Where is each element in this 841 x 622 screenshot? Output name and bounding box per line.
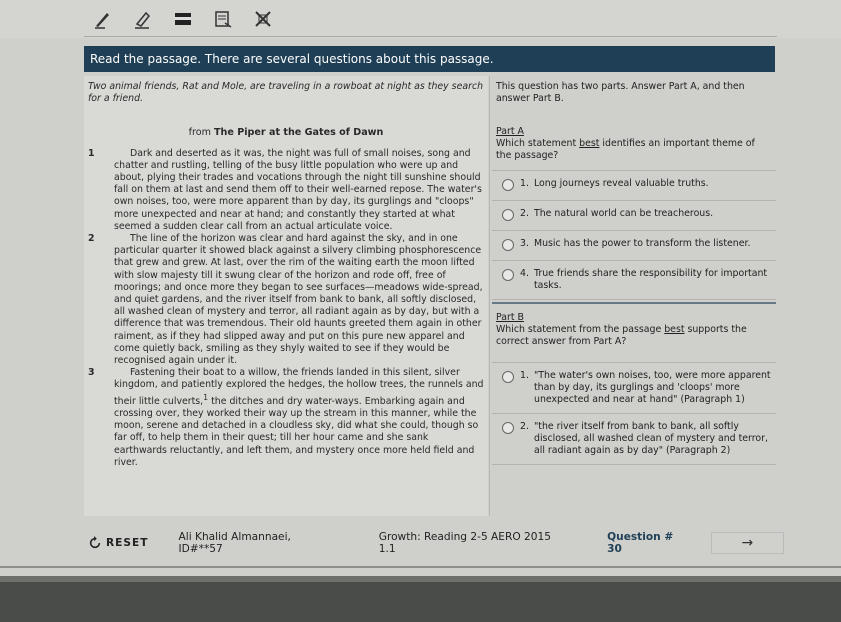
paragraph-text: The line of the horizon was clear and hard against the sky, and in one particular quarter it showed black against a silvery climbing phosphorescence that grew and grew. At last, over the rim of the waiting earth the moon lifted with slow majesty till it swung clear of the horizon and rode off, free of moorings; and once more they began to see surfaces—meadows wide-spread, and quiet gardens, and the river itself from bank to bank, all softly disclosed, all washed clean of mystery and terror, all radiant again as by day, but with a difference that was tremendous. Their old haunts greeted them again in other raiment, as if they had slipped away and put on this pure new apparel and come quietly back, smiling as they shyly waited to see if they would be recognised again under it. <box>114 233 483 367</box>
paragraph-2 <box>84 233 488 367</box>
paragraph-number: 3 <box>88 367 95 379</box>
part-a-option-4[interactable] <box>492 261 776 300</box>
paragraph-number: 2 <box>88 233 95 245</box>
prompt-text: Which statement <box>496 138 580 149</box>
passage-title-line <box>84 127 488 139</box>
part-b-option-2[interactable] <box>492 414 776 465</box>
paragraph-1 <box>84 148 488 233</box>
paragraph-text <box>114 367 484 469</box>
part-a-options <box>492 170 776 300</box>
radio-button[interactable] <box>502 422 514 434</box>
student-name: Ali Khalid Almannaei, ID#**57 <box>178 531 291 555</box>
part-a-option-1[interactable] <box>492 171 776 201</box>
question-number: Question # 30 <box>607 531 674 555</box>
notepad-icon[interactable] <box>212 8 234 30</box>
part-a-label: Part A <box>496 126 524 137</box>
question-intro: This question has two parts. Answer Part A, and then answer Part B. <box>496 81 745 104</box>
prompt-emphasis: best <box>579 138 600 149</box>
instruction-bar <box>84 46 775 72</box>
option-text: Music has the power to transform the listener. <box>534 238 751 249</box>
paragraph-text-part: Fastening their boat to a willow, the friends landed in this silent, silver kingdom, and patiently explored the hedges, the hollow trees, the runnels and their little culverts, <box>114 367 484 407</box>
prompt-text: identifies an important theme of the passage? <box>496 138 755 161</box>
answer-eliminator-icon[interactable] <box>252 8 274 30</box>
reset-button[interactable] <box>88 536 149 550</box>
radio-button[interactable] <box>502 179 514 191</box>
toolbar-divider <box>84 36 777 37</box>
screen-bezel <box>0 582 841 622</box>
part-a-prompt <box>492 138 776 162</box>
paragraph-text-part: the ditches and dry water-ways. Embarking again and crossing over, they worked their way up the stream in this manner, while the moon, serene and detached in a cloudless sky, did what she could, though so far off, to help them in their quest; till her hour came and she sank earthwards reluctantly, and left them, and mystery once more held field and river. <box>114 395 479 468</box>
part-b-prompt <box>492 324 776 348</box>
line-reader-icon[interactable] <box>172 8 194 30</box>
screen-bezel-line <box>0 566 841 568</box>
prompt-text: supports the correct answer from Part A? <box>496 324 747 347</box>
instruction-text: Read the passage. There are several questions about this passage. <box>90 52 494 66</box>
option-number: 3. <box>520 238 529 249</box>
option-text: The natural world can be treacherous. <box>534 208 714 219</box>
part-a-option-2[interactable] <box>492 201 776 231</box>
pen-tool-icon[interactable] <box>92 8 114 30</box>
option-text: Long journeys reveal valuable truths. <box>534 178 709 189</box>
part-separator <box>492 302 776 304</box>
paragraph-number: 1 <box>88 147 95 159</box>
option-number: 2. <box>520 421 529 432</box>
footnote-marker[interactable]: 1 <box>203 392 209 402</box>
part-b-option-1[interactable] <box>492 363 776 414</box>
prompt-text: Which statement from the passage <box>496 324 665 335</box>
paragraph-3 <box>84 367 488 469</box>
passage-title: The Piper at the Gates of Dawn <box>214 127 384 139</box>
arrow-right-icon: → <box>741 535 754 551</box>
radio-button[interactable] <box>502 371 514 383</box>
option-text: True friends share the responsibility for important tasks. <box>534 268 768 291</box>
option-number: 2. <box>520 208 529 219</box>
passage-intro: Two animal friends, Rat and Mole, are traveling in a rowboat at night as they search for a friend. <box>88 81 484 105</box>
prompt-emphasis: best <box>664 324 685 335</box>
part-b-options <box>492 362 776 465</box>
passage-from: from <box>188 127 214 139</box>
radio-button[interactable] <box>502 209 514 221</box>
footer-bar <box>84 530 784 556</box>
next-button[interactable] <box>711 532 784 554</box>
radio-button[interactable] <box>502 239 514 251</box>
option-number: 1. <box>520 178 529 189</box>
panel-divider[interactable] <box>489 76 490 516</box>
question-panel[interactable] <box>492 76 776 516</box>
highlighter-tool-icon[interactable] <box>132 8 154 30</box>
reset-icon <box>88 536 102 550</box>
option-number: 4. <box>520 268 529 279</box>
paragraph-text: Dark and deserted as it was, the night was full of small noises, song and chatter and rustling, telling of the busy little population who were up and about, plying their trades and vocations through the night till sunshine should fall on them at last and send them off to their well-earned repose. The water's own noises, too, were more apparent than by day, its gurglings and "cloops" more unexpected and near at hand; and constantly they started at what seemed a sudden clear call from an actual articulate voice. <box>114 147 482 232</box>
toolbar <box>0 0 841 38</box>
part-a-option-3[interactable] <box>492 231 776 261</box>
part-b-label: Part B <box>496 312 524 323</box>
test-name: Growth: Reading 2-5 AERO 2015 1.1 <box>378 531 552 555</box>
passage-panel[interactable] <box>84 76 488 516</box>
option-text: "The water's own noises, too, were more apparent than by day, its gurglings and 'cloops' more unexpected and near at hand" (Paragraph 1) <box>534 370 771 405</box>
radio-button[interactable] <box>502 269 514 281</box>
reset-label: RESET <box>106 537 149 549</box>
option-text: "the river itself from bank to bank, all softly disclosed, all washed clean of mystery and terror, all radiant again as by day" (Paragraph 2) <box>534 421 768 456</box>
option-number: 1. <box>520 370 529 381</box>
